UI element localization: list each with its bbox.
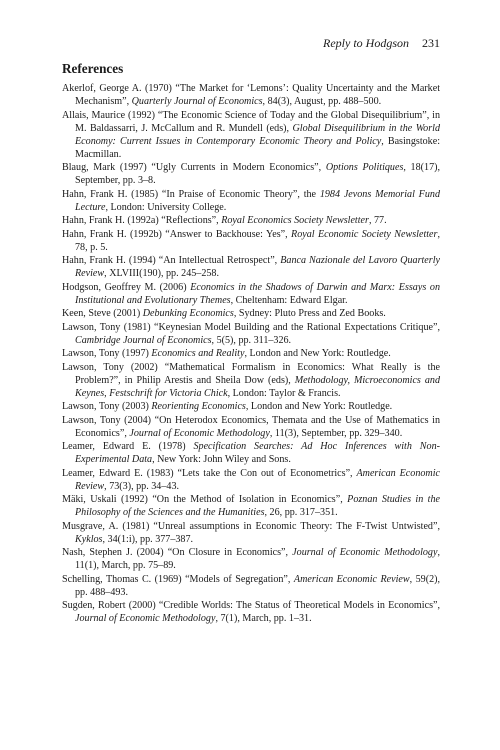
reference-text: , 18(17), September, pp. 3–8. xyxy=(75,162,440,186)
reference-text: , 5(5), pp. 311–326. xyxy=(211,334,292,346)
reference-text: Allais, Maurice (1992) “The Economic Science of Today and the Global Disequilibrium”, in M. Baldassarri, J. McCallum and R. Mundell (eds), xyxy=(62,109,440,134)
reference-text: Nash, Stephen J. (2004) “On Closure in Economics”, xyxy=(62,547,293,558)
reference-entry xyxy=(62,361,440,400)
reference-source-title: Quarterly Journal of Economics xyxy=(131,96,263,107)
reference-source-title: Reorienting Economics xyxy=(151,401,246,412)
reference-text: Schelling, Thomas C. (1969) “Models of Segregation”, xyxy=(62,573,294,585)
reference-text: , New York: John Wiley and Sons. xyxy=(152,454,291,465)
reference-source-title: Economics and Reality xyxy=(151,348,245,359)
reference-text: Hahn, Frank H. (1992b) “Answer to Backhouse: Yes”, xyxy=(62,228,292,240)
reference-source-title: American Economic Review xyxy=(75,467,440,492)
reference-text: Hahn, Frank H. (1994) “An Intellectual Retrospect”, xyxy=(62,255,281,266)
reference-entry xyxy=(62,347,440,360)
reference-text: , 73(3), pp. 34–43. xyxy=(104,480,180,492)
reference-text: , 26, pp. 317–351. xyxy=(264,507,338,518)
reference-list xyxy=(62,82,440,626)
reference-source-title: Journal of Economic Methodology xyxy=(129,427,270,439)
reference-entry xyxy=(62,82,440,108)
reference-text: , London and New York: Routledge. xyxy=(245,401,393,412)
reference-entry xyxy=(62,188,440,214)
reference-source-title: Methodology, Microeconomics and Keynes, Festschrift for Victoria Chick xyxy=(75,374,440,399)
reference-entry xyxy=(62,281,440,307)
reference-source-title: Journal of Economic Methodology xyxy=(292,547,438,558)
reference-text: , 34(1:i), pp. 377–387. xyxy=(102,533,194,545)
reference-text: Leamer, Edward E. (1978) xyxy=(62,441,194,452)
page-number: 231 xyxy=(422,36,440,50)
reference-text: Lawson, Tony (1997) xyxy=(62,348,152,359)
reference-source-title: Debunking Economics xyxy=(142,308,234,319)
reference-text: , XLVIII(190), pp. 245–258. xyxy=(104,268,220,279)
reference-source-title: Global Disequilibrium in the World Economy: Current Issues in Contemporary Economic Theory and Policy xyxy=(75,122,441,147)
reference-text: Musgrave, A. (1981) “Unreal assumptions in Economic Theory: The F-Twist Untwisted”, xyxy=(62,520,440,532)
reference-text: Lawson, Tony (1981) “Keynesian Model Building and the Rational Expectations Critique”, xyxy=(62,321,440,333)
reference-source-title: Royal Economics Society Newsletter xyxy=(221,215,369,226)
reference-entry xyxy=(62,307,440,320)
reference-entry xyxy=(62,161,440,187)
reference-text: Hodgson, Geoffrey M. (2006) xyxy=(62,281,191,293)
reference-source-title: Journal of Economic Methodology xyxy=(75,613,216,624)
reference-source-title: 1984 Jevons Memorial Fund Lecture xyxy=(75,188,440,213)
reference-text: , Sydney: Pluto Press and Zed Books. xyxy=(233,308,386,319)
reference-text: , London: University College. xyxy=(105,201,227,213)
reference-entry xyxy=(62,546,440,572)
reference-text: , 78, p. 5. xyxy=(75,228,440,253)
reference-text: Blaug, Mark (1997) “Ugly Currents in Modern Economics”, xyxy=(62,162,326,173)
running-head xyxy=(62,36,440,51)
reference-text: , Basingstoke: Macmillan. xyxy=(75,135,440,160)
reference-source-title: Kyklos xyxy=(75,533,103,545)
reference-entry xyxy=(62,109,440,161)
reference-text: , 11(3), September, pp. 329–340. xyxy=(269,427,403,439)
reference-entry xyxy=(62,414,440,440)
reference-entry xyxy=(62,467,440,493)
reference-entry xyxy=(62,228,440,254)
reference-text: Sugden, Robert (2000) “Credible Worlds: The Status of Theoretical Models in Economics”, xyxy=(62,600,440,611)
reference-text: Lawson, Tony (2004) “On Heterodox Economics, Themata and the Use of Mathematics in Economics”, xyxy=(62,414,440,439)
reference-text: , London and New York: Routledge. xyxy=(244,348,391,359)
reference-text: , 77. xyxy=(368,215,387,226)
reference-entry xyxy=(62,440,440,466)
reference-source-title: Specification Searches: Ad Hoc Inferences with Non-Experimental Data xyxy=(75,441,440,465)
reference-text: Mäki, Uskali (1992) “On the Method of Isolation in Economics”, xyxy=(62,494,348,505)
reference-entry xyxy=(62,493,440,519)
reference-text: , London: Taylor & Francis. xyxy=(227,387,341,399)
reference-source-title: American Economic Review xyxy=(293,573,410,585)
reference-entry xyxy=(62,520,440,546)
reference-text: , 59(2), pp. 488–493. xyxy=(75,573,441,598)
running-head-title: Reply to Hodgson xyxy=(323,36,409,50)
reference-entry xyxy=(62,321,440,347)
reference-text: Lawson, Tony (2003) xyxy=(62,401,152,412)
reference-text: Hahn, Frank H. (1985) “In Praise of Economic Theory”, the xyxy=(62,188,320,200)
reference-entry xyxy=(62,573,440,599)
reference-source-title: Cambridge Journal of Economics xyxy=(75,334,212,346)
reference-entry xyxy=(62,400,440,413)
reference-text: , 7(1), March, pp. 1–31. xyxy=(215,613,312,624)
reference-entry xyxy=(62,254,440,280)
reference-entry xyxy=(62,214,440,227)
section-title: References xyxy=(62,61,124,76)
reference-text: , 84(3), August, pp. 488–500. xyxy=(262,96,382,107)
reference-source-title: Poznan Studies in the Philosophy of the Sciences and the Humanities xyxy=(75,494,440,518)
reference-text: Lawson, Tony (2002) “Mathematical Formalism in Economics: What Really is the Problem?”, in Philip Arestis and Sheila Dow (eds), xyxy=(62,361,440,386)
reference-text: Hahn, Frank H. (1992a) “Reflections”, xyxy=(62,215,222,226)
reference-source-title: Banca Nazionale del Lavoro Quarterly Review xyxy=(75,255,440,279)
reference-source-title: Royal Economic Society Newsletter xyxy=(291,228,438,240)
reference-text: Leamer, Edward E. (1983) “Lets take the Con out of Econometrics”, xyxy=(62,467,357,479)
reference-text: , 11(1), March, pp. 75–89. xyxy=(75,547,440,571)
reference-text: Keen, Steve (2001) xyxy=(62,308,143,319)
reference-text: Akerlof, George A. (1970) “The Market for ‘Lemons’: Quality Uncertainty and the Market Mechanism”, xyxy=(62,83,440,107)
reference-source-title: Economics in the Shadows of Darwin and Marx: Essays on Institutional and Evolutionary Themes xyxy=(75,281,440,306)
reference-source-title: Options Politiques xyxy=(325,162,404,173)
reference-entry xyxy=(62,599,440,625)
reference-text: , Cheltenham: Edward Elgar. xyxy=(230,294,348,306)
